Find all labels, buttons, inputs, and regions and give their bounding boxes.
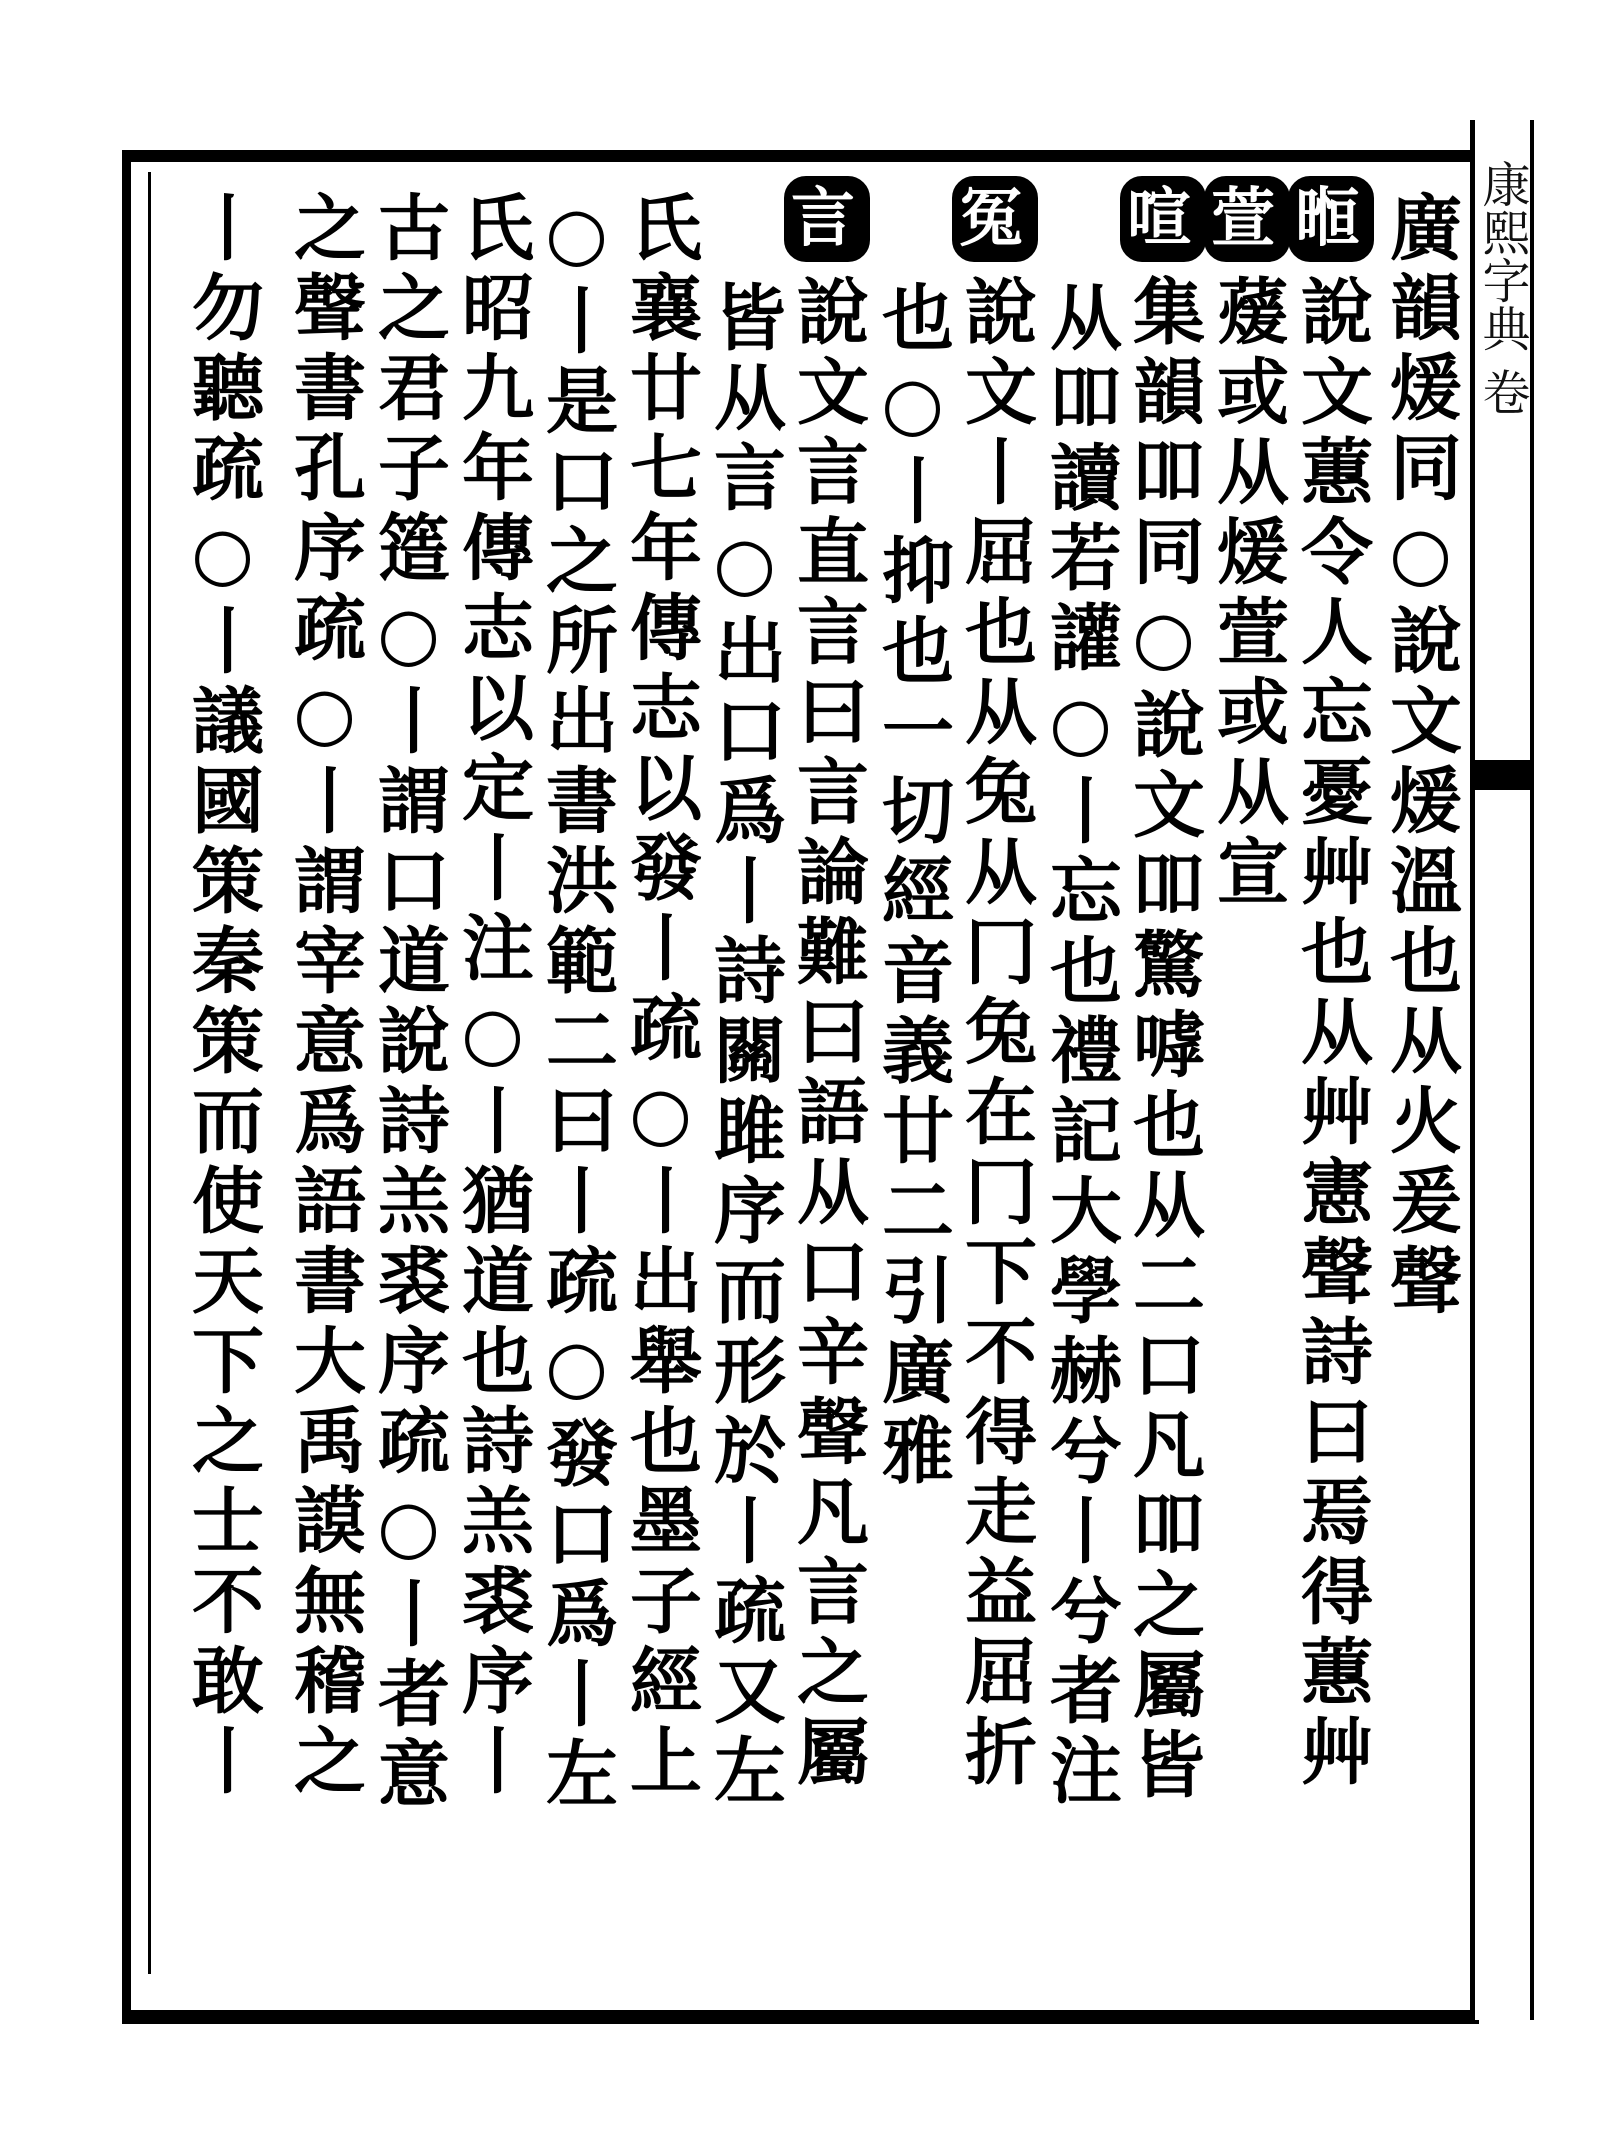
text-column-12 xyxy=(450,190,534,1970)
headword-badge: 喧 xyxy=(1120,176,1206,262)
text-column-2 xyxy=(1290,176,1374,1956)
text-column-7 xyxy=(870,280,954,2060)
text-column-1 xyxy=(1378,190,1462,1970)
column-text: 丨勿聽疏○丨議國策秦策而使天下之士不敢丨 xyxy=(180,190,265,1803)
text-column-11 xyxy=(534,190,618,1970)
fish-tail-mark xyxy=(1475,760,1530,790)
column-text: 蕿或从煖萱或从宣 xyxy=(1205,274,1290,914)
text-column-8 xyxy=(786,176,870,1956)
text-column-13 xyxy=(366,190,450,1970)
headword-badge: 暅 xyxy=(1288,176,1374,262)
column-text: 之聲書孔序疏○丨謂宰意爲語書大禹謨無稽之 xyxy=(282,190,367,1803)
text-column-15 xyxy=(180,190,264,1970)
column-text: 氏襄廿七年傳志以發丨疏○丨出舉也墨子經上 xyxy=(618,190,703,1803)
headword-badge: 萱 xyxy=(1204,176,1290,262)
text-column-10 xyxy=(618,190,702,1970)
column-text: 說文言直言曰言論難曰語从口辛聲凡言之屬 xyxy=(785,274,870,1794)
text-column-14 xyxy=(282,190,366,1970)
text-column-4 xyxy=(1122,176,1206,1956)
center-fold-strip xyxy=(1470,120,1534,2020)
column-text: 集韻吅同○說文吅驚嘑也从二口凡吅之屬皆 xyxy=(1121,274,1206,1807)
headword-badge: 言 xyxy=(784,176,870,262)
column-text: 古之君子簉○丨謂口道說詩羔裘序疏○丨者意 xyxy=(366,190,451,1816)
column-text: 廣韻煖同○說文煖溫也从火爰聲 xyxy=(1378,190,1463,1323)
column-text: ○丨是口之所出書洪範二曰丨疏○發口爲丨左 xyxy=(534,190,619,1816)
text-column-9 xyxy=(702,280,786,2060)
text-column-6 xyxy=(954,176,1038,1956)
center-fold-title: 康熙字典 卷 xyxy=(1474,160,1530,416)
inner-border-line xyxy=(148,172,151,1974)
column-text: 从吅讀若讙○丨忘也禮記大學赫兮丨兮者注 xyxy=(1038,280,1123,1813)
column-text: 皆从言○出口爲丨詩關雎序而形於丨疏又左 xyxy=(702,280,787,1813)
text-column-3 xyxy=(1206,176,1290,1956)
column-text: 也○丨抑也一切經音義廿二引廣雅 xyxy=(870,280,955,1493)
column-text: 說文蕙令人忘憂艸也从艸憲聲詩曰焉得蕙艸 xyxy=(1289,274,1374,1794)
column-text: 說文丨屈也从兔从冂兔在冂下不得走益屈折 xyxy=(953,274,1038,1794)
headword-badge: 冤 xyxy=(952,176,1038,262)
column-text: 氏昭九年傳志以定丨注○丨猶道也詩羔裘序丨 xyxy=(450,190,535,1803)
text-column-5 xyxy=(1038,280,1122,2060)
